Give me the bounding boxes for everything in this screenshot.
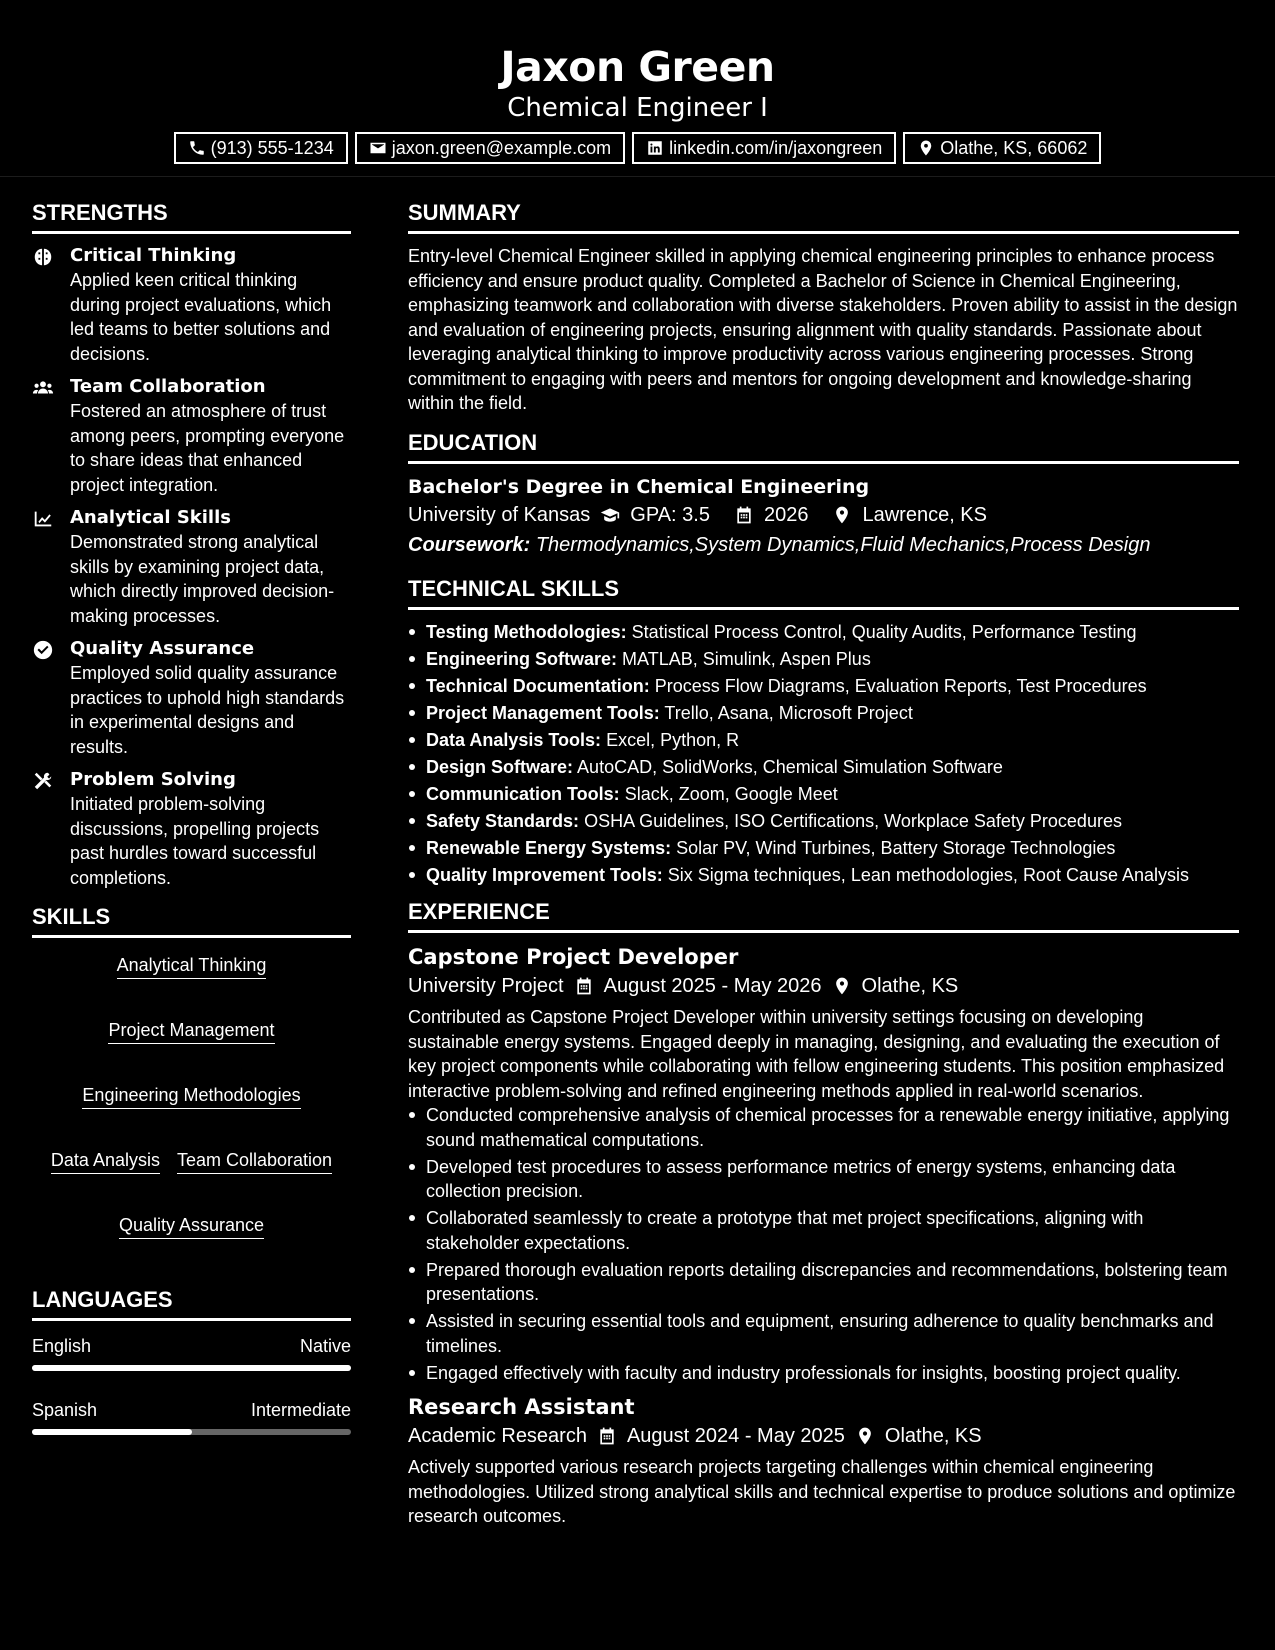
coursework	[408, 530, 1239, 560]
skill-tag: Engineering Methodologies	[82, 1084, 300, 1109]
tech-skill-label: Communication Tools:	[426, 783, 620, 804]
list-item: Engaged effectively with faculty and industry professionals for insights, boosting project quality.	[426, 1361, 1239, 1386]
calendar-icon	[734, 505, 754, 525]
contact-email-text: jaxon.green@example.com	[391, 138, 612, 158]
left-column	[32, 200, 351, 1463]
list-item: Assisted in securing essential tools and equipment, ensuring adherence to quality benchmarks and timelines.	[426, 1309, 1239, 1358]
map-pin-icon	[832, 976, 852, 996]
position-title: Research Assistant	[408, 1395, 635, 1419]
tech-skill-value: Solar PV, Wind Turbines, Battery Storage Technologies	[676, 837, 1116, 858]
tech-skill-value: Statistical Process Control, Quality Audits, Performance Testing	[631, 621, 1137, 642]
position-meta	[408, 1421, 1239, 1451]
strength-desc: Initiated problem-solving discussions, propelling projects past hurdles toward successful completions.	[70, 794, 320, 888]
education-heading: EDUCATION	[408, 430, 1239, 464]
gpa: GPA: 3.5	[630, 503, 710, 526]
tech-skill-value: OSHA Guidelines, ISO Certifications, Workplace Safety Procedures	[584, 810, 1122, 831]
position-title: Capstone Project Developer	[408, 945, 739, 969]
contact-location	[903, 132, 1101, 164]
skill-tag: Analytical Thinking	[117, 954, 267, 979]
strength-item	[32, 375, 351, 497]
phone-icon	[188, 139, 206, 157]
tech-skill-label: Testing Methodologies:	[426, 621, 627, 642]
tech-skill-label: Engineering Software:	[426, 648, 618, 669]
language-proficiency-fill	[32, 1429, 192, 1435]
strengths-heading: STRENGTHS	[32, 200, 351, 234]
education-meta	[408, 500, 1239, 530]
resume-header	[0, 0, 1275, 177]
tech-skill-value: MATLAB, Simulink, Aspen Plus	[622, 648, 871, 669]
tech-skill-value: Trello, Asana, Microsoft Project	[664, 702, 913, 723]
list-item	[426, 809, 1239, 834]
tech-skill-value: Excel, Python, R	[606, 729, 740, 750]
tech-skill-label: Renewable Energy Systems:	[426, 837, 672, 858]
skill-tag: Quality Assurance	[119, 1214, 264, 1239]
degree-title: Bachelor's Degree in Chemical Engineering	[408, 475, 870, 498]
contact-email[interactable]	[355, 132, 625, 164]
language-proficiency-bar	[32, 1429, 351, 1435]
graduation-cap-icon	[600, 505, 620, 525]
technical-skills-list	[408, 620, 1239, 888]
list-item	[426, 620, 1239, 645]
summary-heading: SUMMARY	[408, 200, 1239, 234]
experience-entry	[408, 943, 1239, 1385]
tech-skill-label: Data Analysis Tools:	[426, 729, 602, 750]
tech-skill-value: Slack, Zoom, Google Meet	[624, 783, 838, 804]
experience-heading: EXPERIENCE	[408, 899, 1239, 933]
experience-entry	[408, 1393, 1239, 1529]
list-item	[426, 701, 1239, 726]
strength-item	[32, 506, 351, 628]
position-dates: August 2024 - May 2025	[626, 1425, 845, 1447]
list-item: Prepared thorough evaluation reports detailing discrepancies and recommendations, bolstering team presentations.	[426, 1258, 1239, 1307]
language-item	[32, 1399, 351, 1435]
map-pin-icon	[832, 505, 852, 525]
organization: University Project	[408, 975, 564, 997]
tech-skill-value: Process Flow Diagrams, Evaluation Reports, Test Procedures	[654, 675, 1147, 696]
strength-desc: Applied keen critical thinking during project evaluations, which led teams to better solutions and decisions.	[70, 270, 332, 364]
check-circle-icon	[32, 639, 54, 661]
technical-skills-heading: TECHNICAL SKILLS	[408, 576, 1239, 610]
list-item: Collaborated seamlessly to create a prototype that met project specifications, aligning with stakeholder expectations.	[426, 1206, 1239, 1255]
summary-text: Entry-level Chemical Engineer skilled in applying chemical engineering principles to enhance process efficiency and ensure product quality. Completed a Bachelor of Science in Chemical Engineering, emphasizing teamwork and collaboration with diverse stakeholders. Proven ability to assist in the design and evaluation of engineering projects, ensuring alignment with quality standards. Passionate about leveraging analytical thinking to improve productivity across various engineering processes. Strong commitment to engaging with peers and mentors for ongoing development and knowledge-sharing within the field.	[408, 246, 1238, 413]
skill-tag: Data Analysis	[51, 1149, 160, 1174]
tech-skill-label: Project Management Tools:	[426, 702, 660, 723]
strength-desc: Demonstrated strong analytical skills by examining project data, which directly improved decision-making processes.	[70, 532, 335, 626]
contact-phone-text: (913) 555-1234	[210, 138, 334, 158]
skill-tag: Project Management	[108, 1019, 274, 1044]
strength-desc: Fostered an atmosphere of trust among peers, prompting everyone to share ideas that enhanced project integration.	[70, 401, 345, 495]
school-name: University of Kansas	[408, 503, 591, 526]
position-meta	[408, 971, 1239, 1001]
strength-name: Critical Thinking	[70, 245, 237, 266]
language-name: English	[32, 1336, 92, 1356]
skill-tag: Team Collaboration	[177, 1149, 332, 1174]
contact-linkedin[interactable]	[632, 132, 896, 164]
users-icon	[32, 377, 54, 399]
coursework-label: Coursework:	[408, 533, 531, 556]
tech-skill-label: Quality Improvement Tools:	[426, 864, 663, 885]
tools-icon	[32, 770, 54, 792]
map-pin-icon	[855, 1426, 875, 1446]
list-item	[426, 836, 1239, 861]
position-location: Olathe, KS	[884, 1425, 982, 1447]
list-item	[426, 647, 1239, 672]
tech-skill-label: Technical Documentation:	[426, 675, 650, 696]
organization: Academic Research	[408, 1425, 587, 1447]
language-level: Intermediate	[250, 1400, 351, 1420]
position-description: Contributed as Capstone Project Developer within university settings focusing on developing sustainable energy systems. Engaged deeply in managing, designing, and evaluating the execution of key project components while collaborating with fellow engineering students. This position emphasized interactive problem-solving and refined engineering methods applied in real-world scenarios.	[408, 1007, 1225, 1101]
skills-list	[32, 948, 351, 1239]
candidate-name: Jaxon Green	[500, 43, 775, 91]
contact-location-text: Olathe, KS, 66062	[940, 138, 1088, 158]
calendar-icon	[574, 976, 594, 996]
language-item	[32, 1335, 351, 1371]
strength-item	[32, 637, 351, 759]
graduation-year: 2026	[763, 503, 809, 526]
position-location: Olathe, KS	[861, 975, 959, 997]
contact-bar	[0, 132, 1275, 164]
job-title: Chemical Engineer I	[507, 93, 768, 123]
strength-item	[32, 244, 351, 366]
language-name: Spanish	[32, 1400, 98, 1420]
list-item	[426, 782, 1239, 807]
strength-name: Quality Assurance	[70, 638, 255, 659]
skills-heading: SKILLS	[32, 904, 351, 938]
language-proficiency-fill	[32, 1365, 351, 1371]
line-chart-icon	[32, 508, 54, 530]
contact-linkedin-text: linkedin.com/in/jaxongreen	[669, 138, 883, 158]
list-item	[426, 674, 1239, 699]
strength-item	[32, 768, 351, 890]
calendar-icon	[597, 1426, 617, 1446]
map-pin-icon	[917, 139, 935, 157]
position-dates: August 2025 - May 2026	[603, 975, 822, 997]
language-proficiency-bar	[32, 1365, 351, 1371]
strength-name: Problem Solving	[70, 769, 236, 790]
coursework-list: Thermodynamics,System Dynamics,Fluid Mechanics,Process Design	[535, 533, 1151, 556]
list-item: Conducted comprehensive analysis of chemical processes for a renewable energy initiative, applying sound mathematical computations.	[426, 1103, 1239, 1152]
language-level: Native	[299, 1336, 351, 1356]
tech-skill-label: Design Software:	[426, 756, 574, 777]
list-item	[426, 728, 1239, 753]
list-item	[426, 863, 1239, 888]
envelope-icon	[369, 139, 387, 157]
strength-name: Team Collaboration	[70, 376, 266, 397]
list-item	[426, 755, 1239, 780]
position-description: Actively supported various research projects targeting challenges within chemical engineering methodologies. Utilized strong analytical skills and technical expertise to produce solutions and optimize research outcomes.	[408, 1457, 1236, 1526]
languages-heading: LANGUAGES	[32, 1287, 351, 1321]
tech-skill-label: Safety Standards:	[426, 810, 580, 831]
school-location: Lawrence, KS	[862, 503, 987, 526]
linkedin-icon	[646, 139, 664, 157]
tech-skill-value: AutoCAD, SolidWorks, Chemical Simulation Software	[577, 756, 1003, 777]
contact-phone[interactable]	[174, 132, 348, 164]
list-item: Developed test procedures to assess performance metrics of energy systems, enhancing data collection precision.	[426, 1155, 1239, 1204]
position-bullets	[408, 1103, 1239, 1385]
tech-skill-value: Six Sigma techniques, Lean methodologies, Root Cause Analysis	[667, 864, 1190, 885]
right-column	[408, 200, 1239, 1529]
brain-icon	[32, 246, 54, 268]
strength-desc: Employed solid quality assurance practices to uphold high standards in experimental designs and results.	[70, 663, 345, 757]
strength-name: Analytical Skills	[70, 507, 231, 528]
